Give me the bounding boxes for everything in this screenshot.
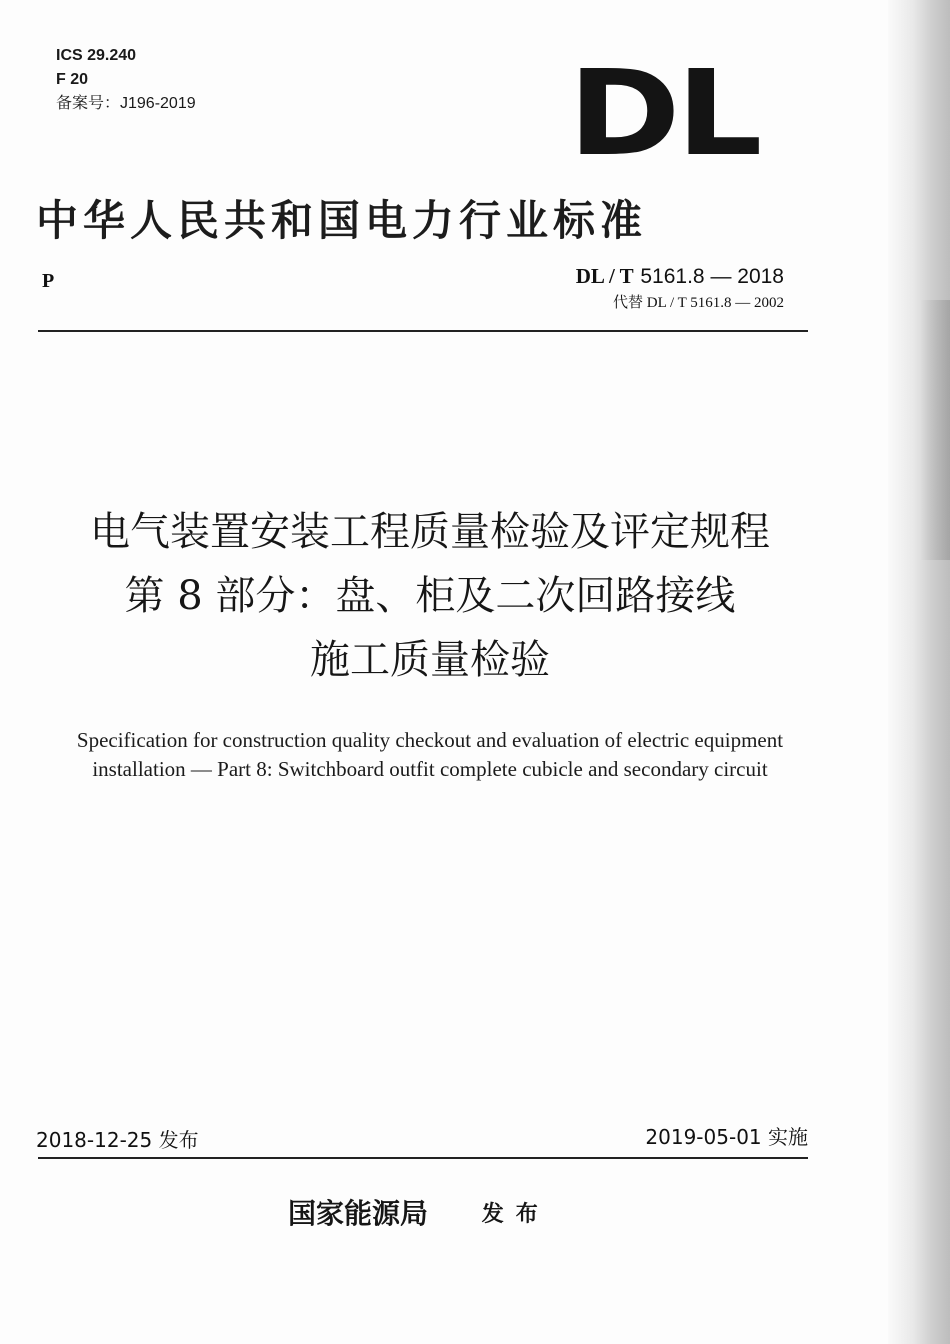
effective-date: 2019-05-01 实施 [645, 1125, 808, 1149]
english-title-line-2: installation — Part 8: Switchboard outfit complete cubicle and secondary circuit [92, 757, 768, 781]
dl-logo: DL [568, 44, 758, 182]
chinese-title-line-2: 第 8 部分：盘、柜及二次回路接线 [124, 573, 736, 619]
chinese-title-line-1: 电气装置安装工程质量检验及评定规程 [90, 509, 770, 555]
category-code: P [42, 270, 55, 292]
issuer-name: 国家能源局 [288, 1197, 429, 1230]
publish-label: 发布 [481, 1201, 550, 1227]
english-title [0, 726, 860, 784]
chinese-title-line-3: 施工质量检验 [310, 637, 550, 683]
industry-standard-title: 中华人民共和国电力行业标准 [36, 196, 648, 245]
standard-code-block [576, 264, 784, 312]
standard-prefix: DL / T [575, 264, 634, 288]
scan-shadow-edge [888, 0, 950, 1344]
scan-shadow-band [920, 300, 950, 560]
classification-block [56, 44, 196, 116]
ics-code: ICS 29.240 [56, 47, 137, 64]
issuer-block [288, 1192, 550, 1232]
record-number: 备案号：J196-2019 [56, 95, 196, 112]
chinese-title [0, 500, 860, 692]
english-title-line-1: Specification for construction quality checkout and evaluation of electric equipment [76, 728, 784, 752]
standard-code [576, 264, 784, 289]
bottom-divider [38, 1157, 808, 1159]
replaces-standard: 代替 DL / T 5161.8 — 2002 [613, 295, 784, 311]
standard-number: 5161.8 — 2018 [640, 265, 784, 288]
top-divider [38, 330, 808, 332]
ccs-code: F 20 [56, 71, 89, 88]
issue-date: 2018-12-25 发布 [36, 1128, 199, 1152]
